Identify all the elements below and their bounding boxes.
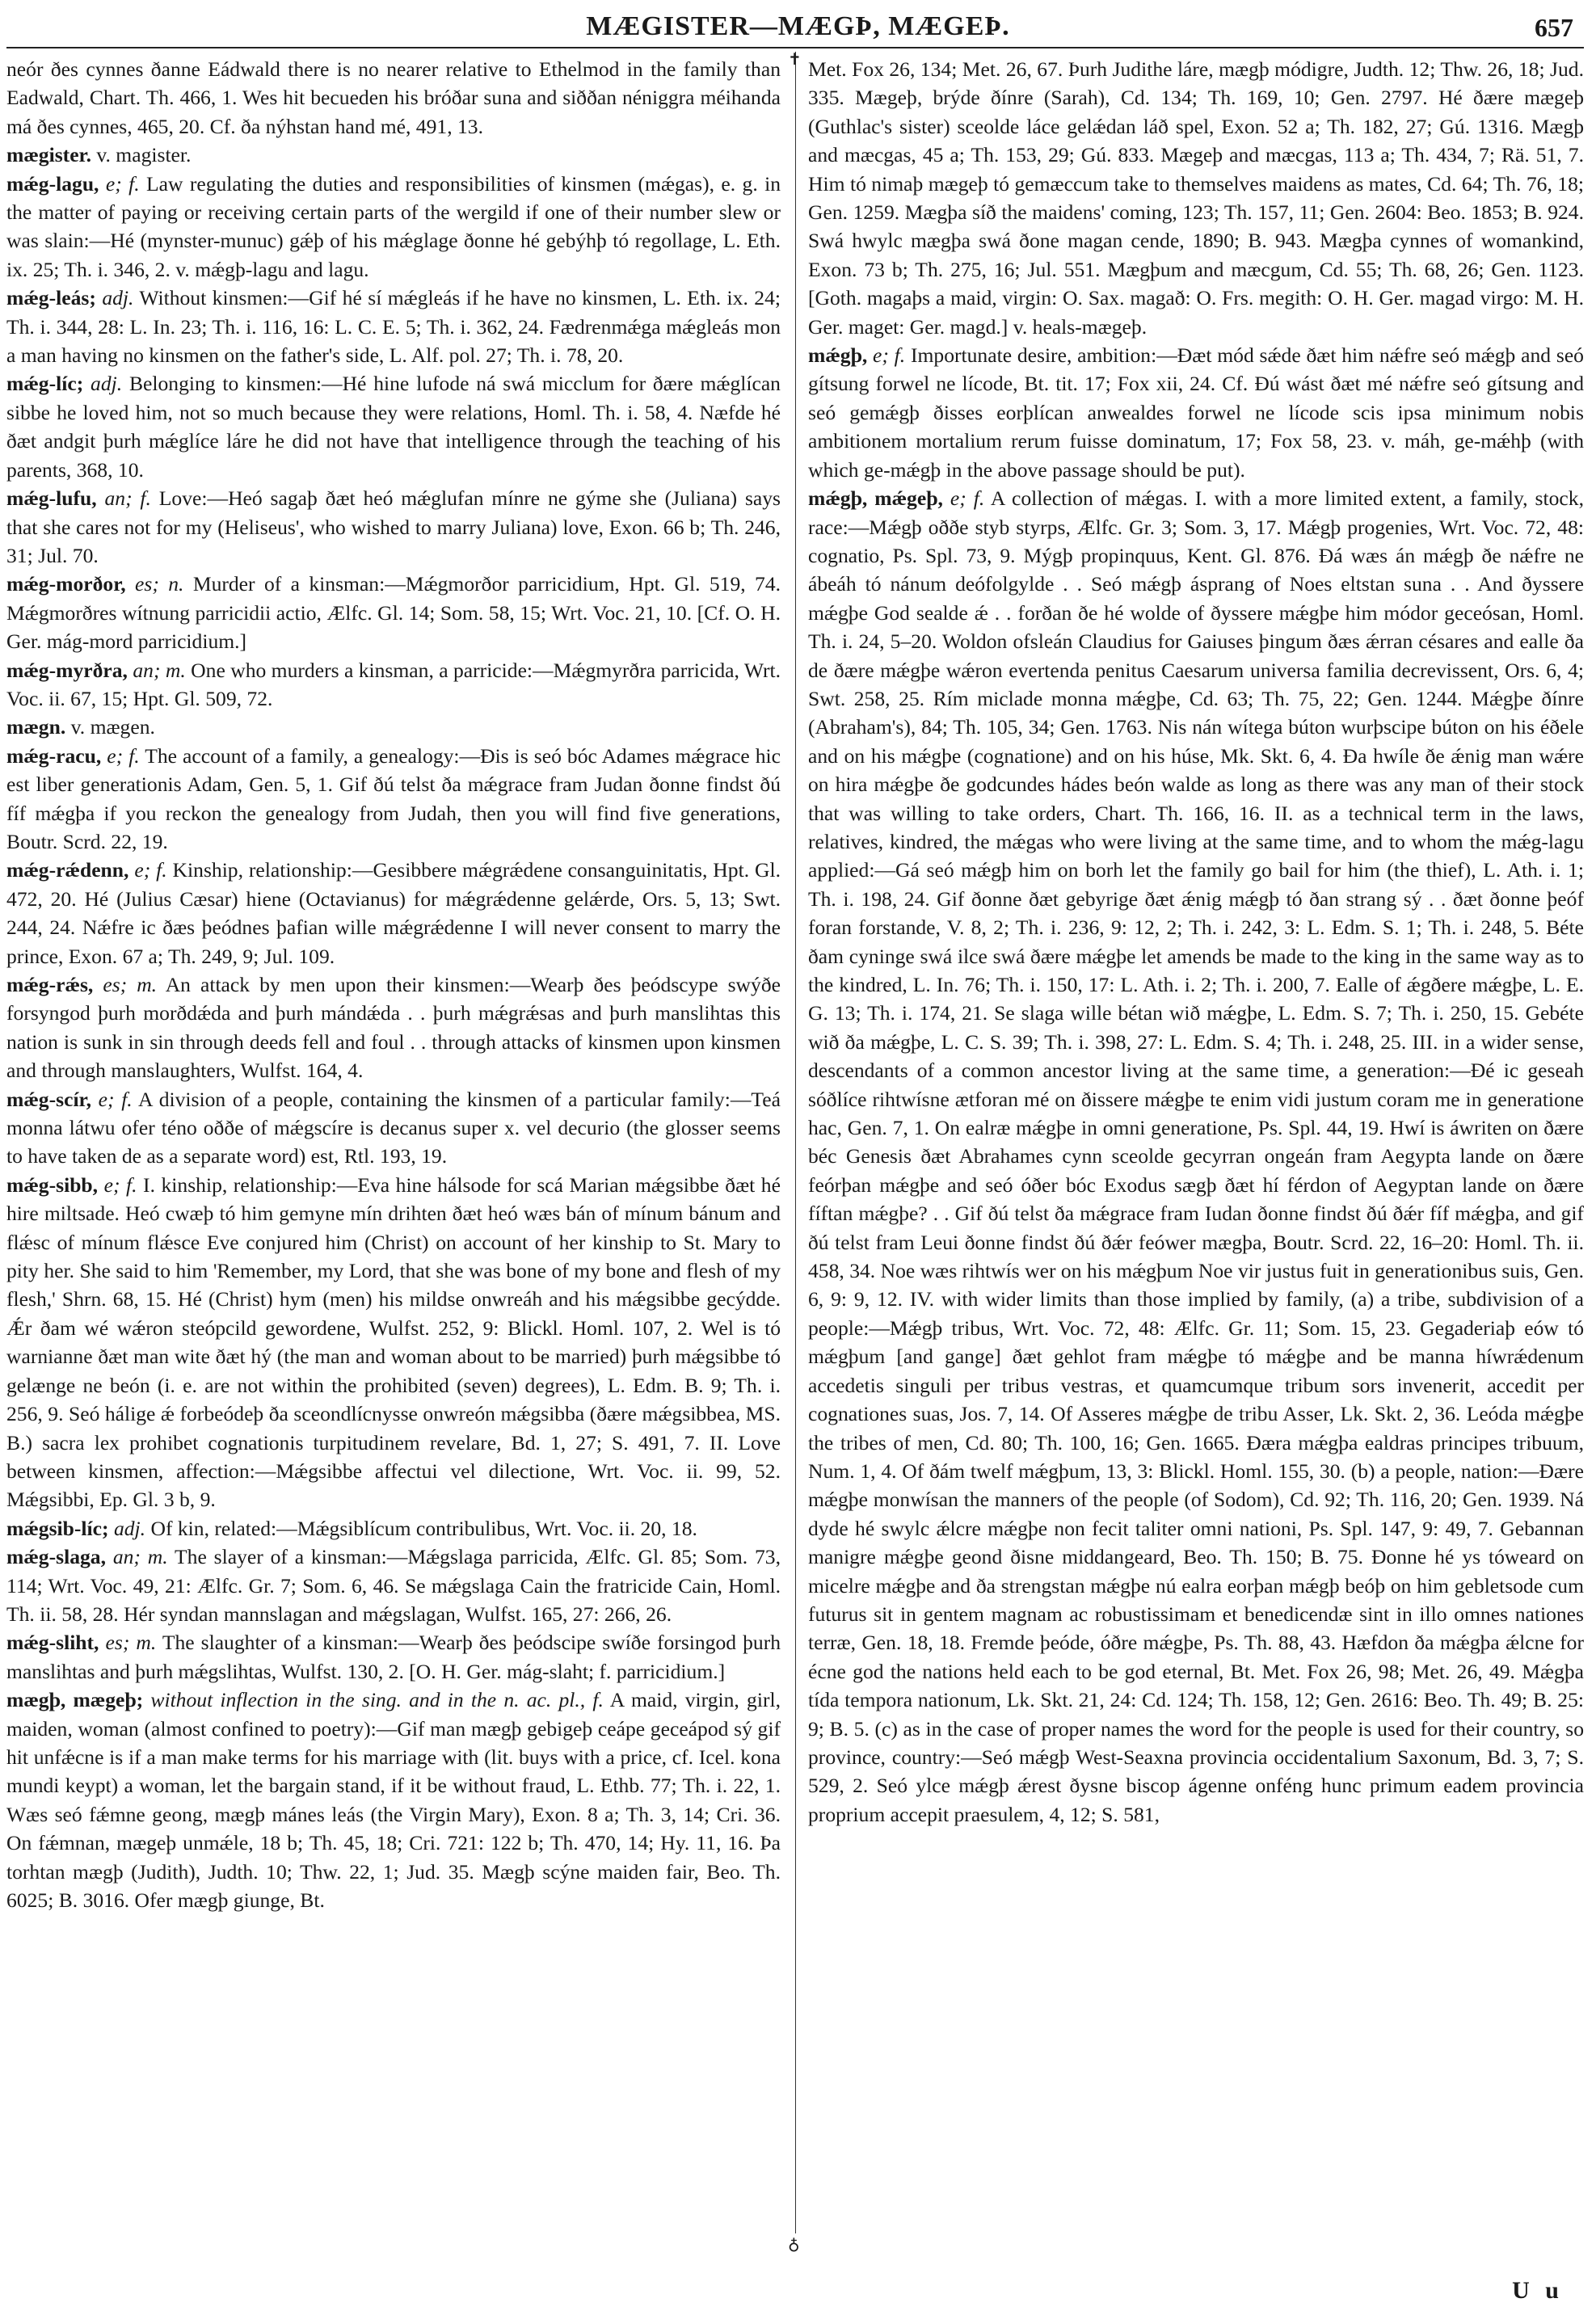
divider-ornament-top-icon: ✝ xyxy=(788,51,802,69)
entry-headword: mǽgsib-líc; xyxy=(6,1516,109,1540)
entry-grammar: e; f. xyxy=(950,486,985,511)
dictionary-entry xyxy=(6,170,781,284)
dictionary-entry xyxy=(6,1686,781,1914)
entry-grammar: e; f. xyxy=(98,1087,133,1111)
page-number: 657 xyxy=(1535,13,1573,42)
dictionary-entry xyxy=(6,970,781,1085)
running-head: MÆGISTER—MÆGÞ, MÆGEÞ. xyxy=(586,11,1010,41)
entry-headword: mǽgþ, mǽgeþ, xyxy=(808,486,943,511)
entry-grammar: without inflection in the sing. and in the n. ac. pl., f. xyxy=(150,1688,604,1712)
dictionary-entry xyxy=(6,1514,781,1543)
entry-text: A division of a people, containing the kinsmen of a particular family:—Teá monna látwu ofer téno oððe of mǽgscíre is decanus super x. vel decurio (the glosser seems to have taken de as a separate word) est, Rtl. 193, 19. xyxy=(6,1087,781,1168)
dictionary-entry xyxy=(6,856,781,970)
entry-headword: mægþ, mægeþ; xyxy=(6,1688,144,1712)
entry-headword: mǽg-rǽs, xyxy=(6,973,94,996)
dictionary-entry xyxy=(6,484,781,570)
dictionary-entry xyxy=(6,1628,781,1686)
dictionary-entry xyxy=(808,484,1584,1829)
dictionary-entry xyxy=(6,742,781,857)
entry-text: v. mægen. xyxy=(70,715,155,739)
dictionary-entry xyxy=(6,1543,781,1628)
entry-text: Of kin, related:—Mǽgsiblícum contribulibus, Wrt. Voc. ii. 20, 18. xyxy=(150,1516,697,1540)
entry-headword: mǽg-lagu, xyxy=(6,171,99,196)
right-column xyxy=(808,55,1584,2285)
entry-headword: mǽg-scír, xyxy=(6,1087,91,1111)
entry-grammar: e; f. xyxy=(873,343,906,368)
entry-grammar: e; f. xyxy=(134,858,167,882)
entry-headword: mǽg-sliht, xyxy=(6,1631,99,1655)
divider-ornament-bottom-icon: ♁ xyxy=(788,2236,800,2254)
entry-grammar: adj. xyxy=(102,286,134,310)
entry-text: Kinship, relationship:—Gesibbere mǽgrǽdene consanguinitatis, Hpt. Gl. 472, 20. Hé (Julius Cæsar) hiene (Octavianus) for mǽgrǽdenne gelǽrde, Ors. 5, 13; Swt. 244, 24. Nǽfre ic ðæs þeódnes þafian wille mǽgrǽdenne I will never consent to marry the prince, Exon. 67 a; Th. 249, 9; Jul. 109. xyxy=(6,858,781,968)
dictionary-entry xyxy=(6,1085,781,1171)
entry-text: neór ðes cynnes ðanne Eádwald there is no nearer relative to Ethelmod in the family than Eadwald, Chart. Th. 466, 1. Wes hit becueden his bróðar suna and siððan néniggra méihanda má ðes cynnes, 465, 20. Cf. ða nýhstan hand mé, 491, 13. xyxy=(6,57,781,138)
entry-headword: mǽg-líc; xyxy=(6,372,84,396)
entry-text: Met. Fox 26, 134; Met. 26, 67. Þurh Judithe láre, mægþ módigre, Judth. 12; Thw. 26, 18; Jud. 335. Mægeþ, brýde ðínre (Sarah), Cd. 134; Th. 169, 10; Gen. 2797. Hé ðære mægeþ (Guthlac's sister) sceolde láce gelǽdan láð spel, Exon. 52 a; Th. 182, 27; Gú. 1316. Mægþ and mæcgas, 45 a; Th. 153, 29; Gú. 833. Mægeþ and mæcgas, 113 a; Th. 434, 7; Rä. 51, 7. Him tó nimaþ mægeþ tó gemæccum take to themselves maidens as mates, Cd. 64; Th. 76, 18; Gen. 1259. Mægþa síð the maidens' coming, 123; Th. 157, 11; Gen. 2604: Beo. 1853; B. 924. Swá hwylc mægþa swá ðone magan cende, 1890; B. 943. Mægþa cynnes of womankind, Exon. 73 b; Th. 275, 16; Jul. 551. Mægþum and mæcgum, Cd. 55; Th. 68, 26; Gen. 1123. [Goth. magaþs a maid, virgin: O. Sax. magað: O. Frs. megith: O. H. Ger. magad virgo: M. H. Ger. maget: Ger. magd.] v. heals-mægeþ. xyxy=(808,57,1584,339)
signature-mark: U u xyxy=(1512,2277,1564,2304)
dictionary-entry xyxy=(6,369,781,484)
entry-headword: mǽg-lufu, xyxy=(6,486,97,511)
entry-text: Importunate desire, ambition:—Ðæt mód sǽde ðæt him nǽfre seó mǽgþ and seó gítsung forwel ne lícode, Bt. tit. 17; Fox xii, 24. Cf. Ðú wást ðæt mé nǽfre seó gítsung and seó gemǽgþ ðisses eorþlícan anwealdes forwel ne lícode scis ipsa minimum nobis ambitionem mortalium rerum fuisse dominatum, 17; Fox 58, 23. v. máh, ge-mǽhþ (with which ge-mǽgþ in the above passage should be put). xyxy=(808,343,1584,482)
entry-grammar: e; f. xyxy=(103,1172,137,1197)
entry-text: A collection of mǽgas. I. with a more limited extent, a family, stock, race:—Mǽgþ oððe styb styrps, Ælfc. Gr. 3; Som. 3, 17. Mǽgþ progenies, Wrt. Voc. 72, 48: cognatio, Ps. Spl. 73, 9. Mýgþ propinquus, Kent. Gl. 876. Ðá wæs án mǽgþ ðe nǽfre ne ábeáh tó nánum deófolgylde . . Seó mǽgþ ásprang of Noes eltstan suna . . And ðyssere mǽgþe God sealde ǽ . . forðan ðe hé wolde of ðyssere mǽgþe him módor geceósan, Homl. Th. i. 24, 5–20. Woldon ofsleán Claudius for Gaiuses þingum ðæs ǽrran césares and ealle ða de ðære mǽgþe wǽron evertenda penitus Caesarum universa familia decrevissent, Ors. 6, 4; Swt. 258, 25. Rím miclade monna mǽgþe, Cd. 63; Th. 75, 22; Gen. 1244. Mǽgþe ðínre (Abraham's), 84; Th. 105, 34; Gen. 1763. Nis nán wítega búton wurþscipe búton on his éðele and on his mǽgþe (cognatione) and on his húse, Mk. Skt. 6, 4. Ða hwíle ðe ǽnig man wǽre on hira mǽgþe ðe godcundes hádes beón walde as long as there was any man of their stock that was willing to take orders, Chart. Th. 166, 16. II. as a technical term in the laws, relatives, kindred, the mǽgas who were living at the same time, and to whom the mǽg-lagu applied:—Gá seó mǽgþ him on borh let the family go bail for him (the thief), L. Ath. i. 1; Th. i. 198, 24. Gif ðonne ðæt gebyrige ðæt ǽnig mǽgþ tó ðan strang sý . . ðæt ðonne þeóf foran forstande, V. 8, 2; Th. i. 236, 9: 12, 2; Th. i. 242, 3: L. Edm. S. 1; Th. i. 248, 5. Béte ðam cyninge swá ilce swá ðære mǽgþe let amends be made to the king in the same way as to the kindred, L. In. 76; Th. i. 150, 17: L. Ath. i. 2; Th. i. 200, 7. Ealle of ǽgðere mǽgþe, L. E. G. 13; Th. i. 174, 21. Se slaga wille bétan wið mǽgþe, L. Edm. S. 7; Th. i. 250, 15. Gebéte wið ða mǽgþe, L. C. S. 39; Th. i. 398, 27: L. Edm. S. 4; Th. i. 248, 25. III. in a wider sense, descendants of a common ancestor living at the same time, a generation:—Ðé ic geseah sóðlíce rihtwísne ætforan mé on ðissere mǽgþe te enim vidi justum coram me in generatione hac, Gen. 7, 1. On ealræ mǽgþe in omni generatione, Ps. Spl. 44, 19. Hwí is áwriten on ðære béc Genesis ðæt Abrahames cynn sceolde gecyrran ongeán fram Aegypta lande on ðære feórþan mǽgþe and seó óðer bóc Exodus sægþ ðæt hí férdon of Aegyptan lande on ðære fíftan mǽgþe? . . Gif ðú telst ða mǽgrace fram Iudan ðonne findst ðú ðǽr fíf mǽgþa, and gif ðú telst fram Leui ðonne findst ðú ðǽr feówer mægþa, Boutr. Scrd. 22, 16–20: Homl. Th. ii. 458, 34. Noe wæs rihtwís wer on his mǽgþum Noe vir justus fuit in generationibus suis, Gen. 6, 9: 9, 12. IV. with wider limits than those implied by family, (a) a tribe, subdivision of a people:—Mǽgþ tribus, Wrt. Voc. 72, 48: Ælfc. Gr. 11; Som. 15, 23. Gegaderiaþ eów tó mǽgþum [and gange] ðæt gehlot fram mǽgþe tó mǽgþe and be manna híwrǽdenum accedetis singuli per tribus vestras, et quamcumque tribum sors invenerit, accedit per cognationes suas, Jos. 7, 14. Of Asseres mǽgþe de tribu Asser, Lk. Skt. 2, 36. Leóda mǽgþe the tribes of men, Cd. 80; Th. 100, 16; Gen. 1665. Ðæra mǽgþa ealdras principes tribuum, Num. 1, 4. Of ðám twelf mǽgþum, 13, 3: Blickl. Homl. 155, 30. (b) a people, nation:—Ðære mǽgþe monwísan the manners of the people (of Sodom), Cd. 92; Th. 116, 20; Gen. 1939. Ná dyde hé swylc ǽlcre mǽgþe non fecit taliter omni nationi, Ps. Spl. 147, 9: 49, 7. Gebannan manigre mǽgþe geond ðisne middangeard, Beo. Th. 150; B. 75. Ðonne hé ys tóweard on micelre mǽgþe and ða strengstan mǽgþe nú ealra eorþan mǽgþ beóþ on him gebletsode cum futurus sit in gentem magnam ac robustissimam et benedicendæ sint in illo omnes nationes terræ, Gen. 18, 18. Fremde þeóde, óðre mǽgþe, Ps. Th. 88, 43. Hæfdon ða mǽgþa ǽlcne for écne god the nations held each to be god eternal, Bt. Met. Fox 26, 98; Met. 26, 49. Mǽgþa tída tempora nationum, Lk. Skt. 21, 24: Cd. 124; Th. 158, 12; Gen. 2616: Beo. Th. 49; B. 25: 9; B. 5. (c) as in the case of proper names the word for the people is used for their country, so province, country:—Seó mǽgþ West-Seaxna provincia occidentalium Saxonum, Bd. 3, 7; S. 529, 2. Seó ylce mǽgþ ǽrest ðysne biscop ágenne onféng hunc primum eadem provincia proprium accepit praesulem, 4, 12; S. 581, xyxy=(808,486,1584,1826)
dictionary-entry xyxy=(6,570,781,655)
dictionary-entry xyxy=(6,656,781,714)
entry-text: An attack by men upon their kinsmen:—Wearþ ðes þeódscype swýðe forsyngod þurh morðdǽda and þurh mándǽda . . þurh mǽgrǽsas and þurh manslihtas this nation is sunk in sin through deeds fell and foul . . through attacks of kinsmen upon kinsmen and through manslaughters, Wulfst. 164, 4. xyxy=(6,973,781,1083)
entry-headword: mǽg-myrðra, xyxy=(6,658,128,682)
dictionary-entry xyxy=(6,55,781,141)
entry-text: The slayer of a kinsman:—Mǽgslaga parricida, Ælfc. Gl. 85; Som. 73, 114; Wrt. Voc. 49, 21: Ælfc. Gr. 7; Som. 6, 46. Se mǽgslaga Cain the fratricide Cain, Homl. Th. ii. 58, 28. Hér syndan mannslagan and mǽgslagan, Wulfst. 165, 27: 266, 26. xyxy=(6,1545,781,1626)
dictionary-entry xyxy=(808,55,1584,341)
dictionary-entry xyxy=(6,141,781,169)
entry-text: Without kinsmen:—Gif hé sí mǽgleás if he have no kinsmen, L. Eth. ix. 24; Th. i. 344, 28: L. In. 23; Th. i. 116, 16: L. C. E. 5; Th. i. 362, 24. Fædrenmǽga mǽgleás mon a man having no kinsmen on the father's side, L. Alf. pol. 27; Th. i. 78, 20. xyxy=(6,286,781,368)
entry-text: The slaughter of a kinsman:—Wearþ ðes þeódscipe swíðe forsingod þurh manslihtas and þurh mǽgslihtas, Wulfst. 130, 2. [O. H. Ger. mág-slaht; f. parricidium.] xyxy=(6,1631,781,1683)
entry-text: Murder of a kinsman:—Mǽgmorðor parricidium, Hpt. Gl. 519, 74. Mǽgmorðres wítnung parricidii actio, Ælfc. Gl. 14; Som. 58, 15; Wrt. Voc. 21, 10. [Cf. O. H. Ger. mág-mord parricidium.] xyxy=(6,572,781,654)
entry-headword: mǽg-sibb, xyxy=(6,1172,99,1197)
entry-text: Love:—Heó sagaþ ðæt heó mǽglufan mínre ne gýme she (Juliana) says that she cares not for my (Heliseus', who wished to marry Juliana) love, Exon. 66 b; Th. 246, 31; Jul. 70. xyxy=(6,486,781,567)
dictionary-entry xyxy=(6,713,781,741)
entry-grammar: e; f. xyxy=(107,743,140,768)
entry-text: A maid, virgin, girl, maiden, woman (almost confined to poetry):—Gif man mægþ gebigeþ ceápe geceápod sý gif hit unfǽcne is if a man make terms for his marriage with (lit. buys with a price, cf. Icel. kona mundi keypt) a woman, let the bargain stand, if it be without fraud, L. Ethb. 77; Th. i. 22, 1. Wæs seó fǽmne geong, mægþ mánes leás (the Virgin Mary), Exon. 8 a; Th. 3, 14; Cri. 36. On fǽmnan, mægeþ unmǽle, 18 b; Th. 45, 18; Cri. 721: 122 b; Th. 470, 14; Hy. 11, 16. Þa torhtan mægþ (Judith), Judth. 10; Thw. 22, 1; Jud. 35. Mægþ scýne maiden fair, Beo. Th. 6025; B. 3016. Ofer mægþ giunge, Bt. xyxy=(6,1688,781,1912)
entry-headword: mǽg-rǽdenn, xyxy=(6,858,129,882)
entry-grammar: adj. xyxy=(113,1516,146,1540)
entry-grammar: an; f. xyxy=(104,486,151,511)
entry-text: Law regulating the duties and responsibilities of kinsmen (mǽgas), e. g. in the matter of paying or receiving certain parts of the wergild if one of their number slew or was slain:—Hé (mynster-munuc) gǽþ of his mǽglage ðonne hé gebýhþ tó regollage, L. Eth. ix. 25; Th. i. 346, 2. v. mǽgþ-lagu and lagu. xyxy=(6,171,781,281)
entry-grammar: an; m. xyxy=(133,658,186,682)
entry-headword: mǽg-slaga, xyxy=(6,1545,106,1569)
entry-grammar: an; m. xyxy=(112,1545,168,1569)
entry-headword: mǽg-morðor, xyxy=(6,572,126,596)
entry-grammar: adj. xyxy=(91,372,123,396)
entry-grammar: e; f. xyxy=(105,171,140,196)
entry-grammar: es; m. xyxy=(105,1631,157,1655)
entry-headword: mægister. xyxy=(6,143,91,167)
left-column xyxy=(6,55,781,2285)
dictionary-entry xyxy=(6,1171,781,1514)
entry-grammar: es; m. xyxy=(103,973,158,996)
entry-headword: mægn. xyxy=(6,715,66,739)
column-divider xyxy=(795,52,796,2233)
entry-headword: mǽg-leás; xyxy=(6,286,96,310)
header-rule xyxy=(6,47,1584,48)
entry-text: v. magister. xyxy=(96,143,192,167)
entry-headword: mǽg-racu, xyxy=(6,743,102,768)
entry-grammar: es; n. xyxy=(135,572,184,596)
entry-headword: mǽgþ, xyxy=(808,343,868,368)
entry-text: One who murders a kinsman, a parricide:—Mǽgmyrðra parricida, Wrt. Voc. ii. 67, 15; Hpt. Gl. 509, 72. xyxy=(6,658,781,710)
dictionary-entry xyxy=(6,284,781,369)
dictionary-entry xyxy=(808,341,1584,484)
entry-text: I. kinship, relationship:—Eva hine hálsode for scá Marian mǽgsibbe ðæt hé hire miltsade. Heó cwæþ tó him gemyne mín drihten ðæt heó wæs bán of mínum bánum and flǽsc of mínum flǽsce Eve conjured him (Christ) on account of her kinship to St. Mary to pity her. She said to him 'Remember, my Lord, that she was bone of my bone and flesh of my flesh,' Shrn. 68, 15. Hé (Christ) hym (men) his mildse onwreáh and his mǽgsibbe gecýdde. Ǽr ðam wé wǽron steópcild gewordene, Wulfst. 252, 9: Blickl. Homl. 107, 2. Wel is tó warnianne ðæt man wite ðæt hý (the man and woman about to be married) þurh mǽgsibbe tó gelænge ne beón (i. e. are not within the prohibited (seven) degrees), L. Edm. B. 9; Th. i. 256, 9. Seó hálige ǽ forbeódeþ ða sceondlícnysse onwreón mǽgsibba (ðære mǽgsibbea, MS. B.) sacra lex prohibet cognationis turpitudinem revelare, Bd. 1, 27; S. 491, 7. II. Love between kinsmen, affection:—Mǽgsibbe affectui vel dilectione, Wrt. Voc. ii. 99, 52. Mǽgsibbi, Ep. Gl. 3 b, 9. xyxy=(6,1172,781,1512)
entry-text: The account of a family, a genealogy:—Ðis is seó bóc Adames mǽgrace hic est liber generationis Adam, Gen. 5, 1. Gif ðú telst ða mǽgrace fram Judan ðonne findst ðú fíf mǽgþa if you reckon the genealogy from Judah, then you will find five generations, Boutr. Scrd. 22, 19. xyxy=(6,743,781,853)
page-header xyxy=(0,11,1596,48)
entry-text: Belonging to kinsmen:—Hé hine lufode ná swá micclum for ðære mǽglícan sibbe he loved him, not so much because they were relations, Homl. Th. i. 58, 4. Næfde hé ðæt andgit þurh mǽglíce láre he did not have that intelligence through the teaching of his parents, 368, 10. xyxy=(6,372,781,482)
